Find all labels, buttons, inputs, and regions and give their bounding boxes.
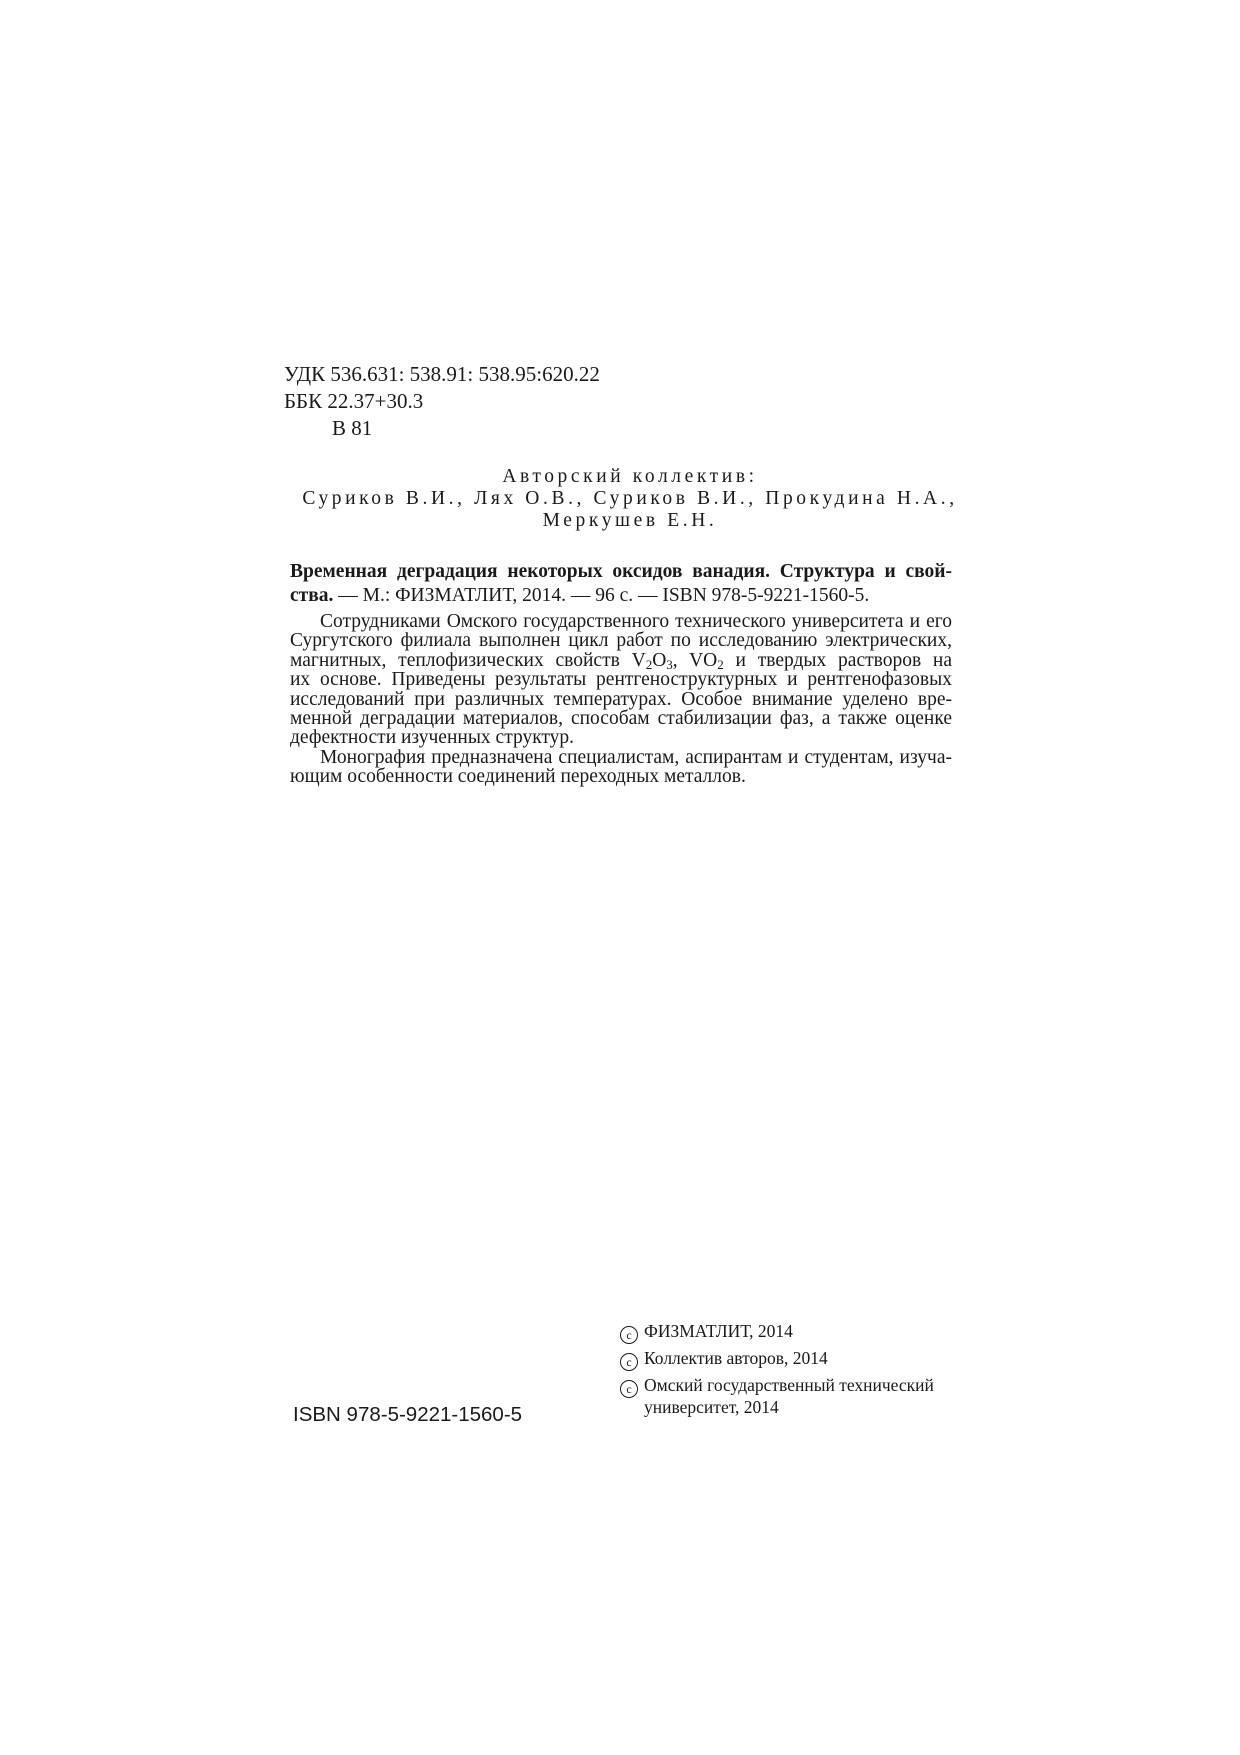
abstract-line: дефектности изученных структур. xyxy=(290,727,575,749)
authors-line-1: Суриков В.И., Лях О.В., Суриков В.И., Прокудина Н.А., xyxy=(302,488,958,509)
formula-v2o3: $V_2O_3$ xyxy=(631,649,673,672)
copyright-icon: c xyxy=(620,1353,638,1371)
abstract xyxy=(290,612,952,787)
abstract-line: Сотрудниками Омского государственного технического университета и его xyxy=(320,611,952,632)
book-title-part-2: ства. xyxy=(290,585,334,606)
abstract-line: ющим особенности соединений переходных металлов. xyxy=(290,766,746,788)
copyright-university: c Омский государственный технический xyxy=(620,1374,934,1398)
author-mark: В 81 xyxy=(332,416,373,440)
book-title-part-1: Временная деградация некоторых оксидов ванадия. Структура и свой- xyxy=(290,561,952,582)
udk-code: УДК 536.631: 538.91: 538.95:620.22 xyxy=(284,362,600,386)
copyright-authors: c Коллектив авторов, 2014 xyxy=(620,1347,828,1371)
abstract-line: их основе. Приведены результаты рентгеноструктурных и рентгенофазовых xyxy=(290,669,952,691)
abstract-line: исследований при различных температурах. Особое внимание уделено вре- xyxy=(290,688,952,710)
copyright-icon: c xyxy=(620,1326,638,1344)
copyright-icon: c xyxy=(620,1380,638,1398)
abstract-line: менной деградации материалов, способам стабилизации фаз, а также оценке xyxy=(290,708,952,730)
abstract-formula-line: магнитных, теплофизических свойств $V_2O_3$, $VO_2$ и твердых растворов на xyxy=(290,649,953,672)
bbk-code: ББК 22.37+30.3 xyxy=(284,389,424,413)
copyright-publisher: c ФИЗМАТЛИТ, 2014 xyxy=(620,1320,793,1344)
isbn: ISBN 978-5-9221-1560-5 xyxy=(293,1403,523,1426)
authors-heading: Авторский коллектив: xyxy=(502,466,758,487)
formula-vo2: $VO_2$ xyxy=(689,649,724,672)
copyright-university-cont: университет, 2014 xyxy=(644,1397,779,1417)
bibliographic-description xyxy=(290,560,952,608)
abstract-line: Сургутского филиала выполнен цикл работ по исследованию электрических, xyxy=(290,630,952,652)
imprint: — М.: ФИЗМАТЛИТ, 2014. — 96 с. — ISBN 978-5-9221-1560-5. xyxy=(333,585,870,606)
abstract-line-prefix: магнитных, теплофизических свойств xyxy=(290,649,620,671)
authors-line-2: Меркушев Е.Н. xyxy=(542,510,718,531)
abstract-line: Монография предназначена специалистам, аспирантам и студентам, изуча- xyxy=(320,746,952,768)
